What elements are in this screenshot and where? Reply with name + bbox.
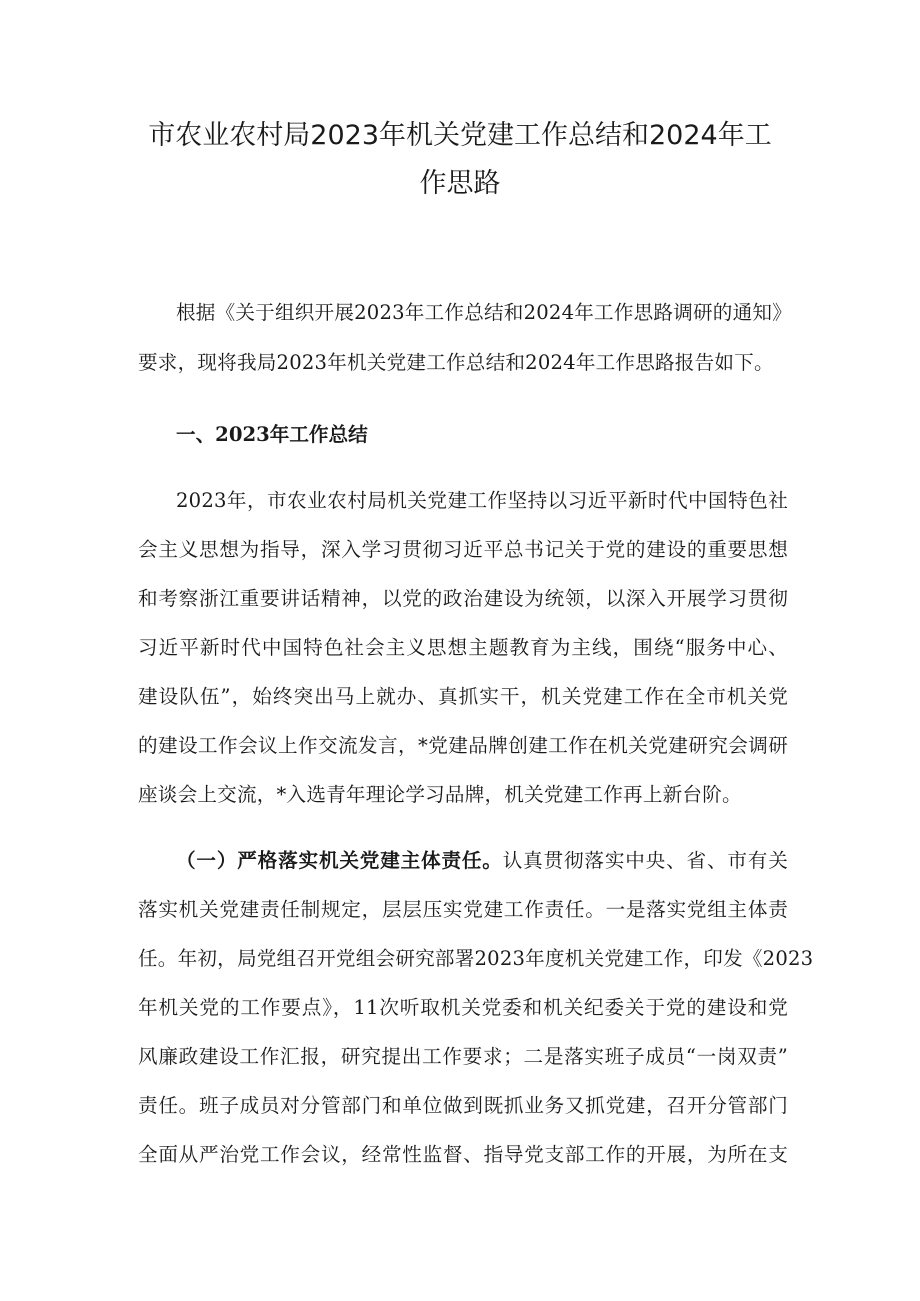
- section-1-heading: 一、2023年工作总结: [176, 423, 368, 446]
- subsection-1-line-4: 年机关党的工作要点》，11次听取机关党委和机关纪委关于党的建设和党: [138, 996, 788, 1019]
- subsection-1-line-3: 任。年初，局党组召开党组会研究部署2023年度机关党建工作，印发《2023: [138, 947, 814, 970]
- section-1-para-line-2: 会主义思想为指导，深入学习贯彻习近平总书记关于党的建设的重要思想: [138, 538, 788, 561]
- section-1-para-line-3: 和考察浙江重要讲话精神，以党的政治建设为统领，以深入开展学习贯彻: [138, 587, 788, 610]
- subsection-1-line-6: 责任。班子成员对分管部门和单位做到既抓业务又抓党建，召开分管部门: [138, 1094, 788, 1117]
- subsection-1-heading: （一）严格落实机关党建主体责任。: [176, 849, 503, 872]
- section-1-para-line-1: 2023年，市农业农村局机关党建工作坚持以习近平新时代中国特色社: [176, 489, 788, 512]
- subsection-1-line-7: 全面从严治党工作会议，经常性监督、指导党支部工作的开展，为所在支: [138, 1143, 788, 1166]
- section-1-para-line-7: 座谈会上交流，*入选青年理论学习品牌，机关党建工作再上新台阶。: [138, 783, 742, 806]
- document-title-line-1: 市农业农村局2023年机关党建工作总结和2024年工: [148, 120, 772, 151]
- intro-line-1: 根据《关于组织开展2023年工作总结和2024年工作思路调研的通知》: [176, 301, 792, 324]
- intro-line-2: 要求，现将我局2023年机关党建工作总结和2024年工作思路报告如下。: [138, 351, 774, 374]
- subsection-1-line-5: 风廉政建设工作汇报，研究提出工作要求；二是落实班子成员“一岗双责”: [138, 1045, 788, 1068]
- section-1-para-line-6: 的建设工作会议上作交流发言，*党建品牌创建工作在机关党建研究会调研: [138, 734, 788, 757]
- section-1-para-line-5: 建设队伍”，始终突出马上就办、真抓实干，机关党建工作在全市机关党: [138, 685, 788, 708]
- subsection-1-line-1: [176, 846, 788, 876]
- subsection-1-line-2: 落实机关党建责任制规定，层层压实党建工作责任。一是落实党组主体责: [138, 898, 788, 921]
- document-title-line-2: 作思路: [419, 168, 501, 199]
- section-1-para-line-4: 习近平新时代中国特色社会主义思想主题教育为主线，围绕“服务中心、: [138, 636, 788, 659]
- subsection-1-first-line-text: 认真贯彻落实中央、省、市有关: [502, 849, 788, 872]
